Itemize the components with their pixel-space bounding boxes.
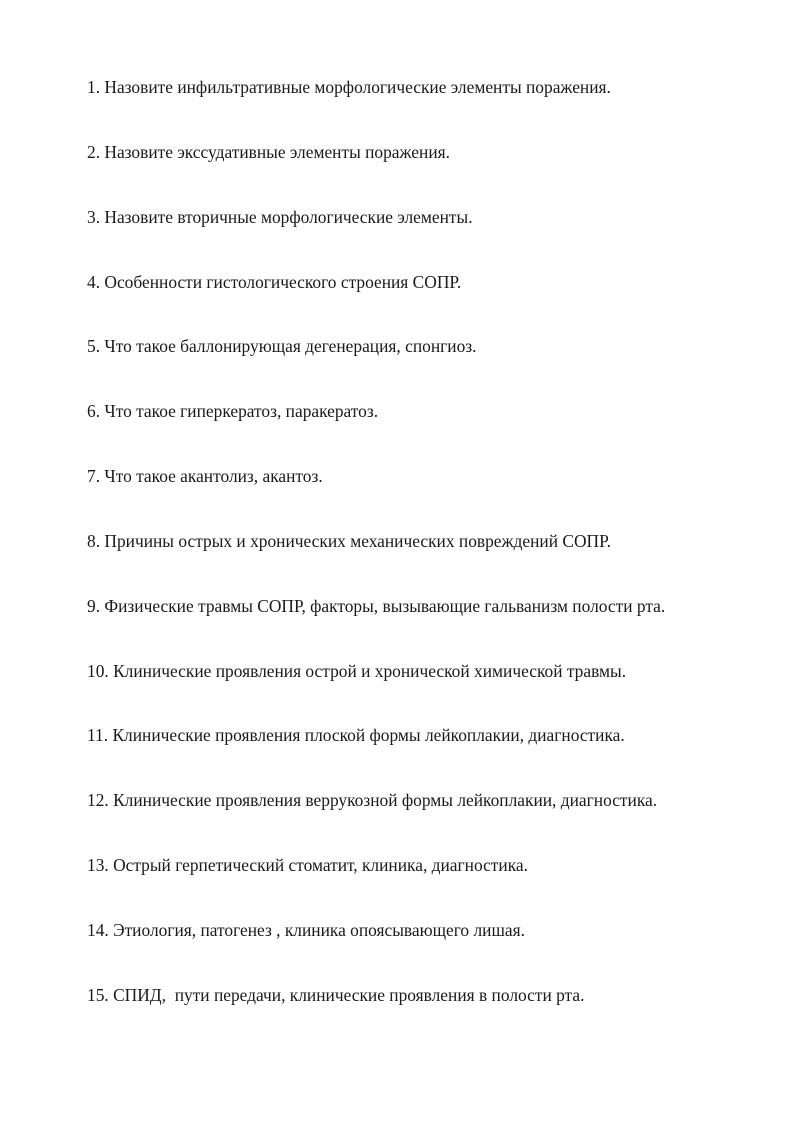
question-item-1: 1. Назовите инфильтративные морфологические элементы поражения. [87,77,611,97]
question-item-8: 8. Причины острых и хронических механических повреждений СОПР. [87,530,611,551]
question-item-6: 6. Что такое гиперкератоз, паракератоз. [87,401,379,422]
question-item-11: 11. Клинические проявления плоской формы лейкоплакии, диагностика. [87,725,625,746]
question-item-13: 13. Острый герпетический стоматит, клиника, диагностика. [87,855,528,876]
question-item-4: 4. Особенности гистологического строения СОПР. [87,271,462,292]
question-list [87,76,767,1049]
question-item-2: 2. Назовите экссудативные элементы поражения. [87,141,450,162]
question-item-9: 9. Физические травмы СОПР, факторы, вызывающие гальванизм полости рта. [87,595,666,616]
question-item-5: 5. Что такое баллонирующая дегенерация, спонгиоз. [87,336,477,357]
question-item-10: 10. Клинические проявления острой и хронической химической травмы. [87,660,627,681]
question-item-3: 3. Назовите вторичные морфологические элементы. [87,206,473,227]
question-item-15: 15. СПИД, пути передачи, клинические проявления в полости рта. [87,984,585,1005]
question-item-7: 7. Что такое акантолиз, акантоз. [87,466,323,487]
question-item-12: 12. Клинические проявления веррукозной формы лейкоплакии, диагностика. [87,790,658,811]
question-item-14: 14. Этиология, патогенез , клиника опоясывающего лишая. [87,919,525,940]
